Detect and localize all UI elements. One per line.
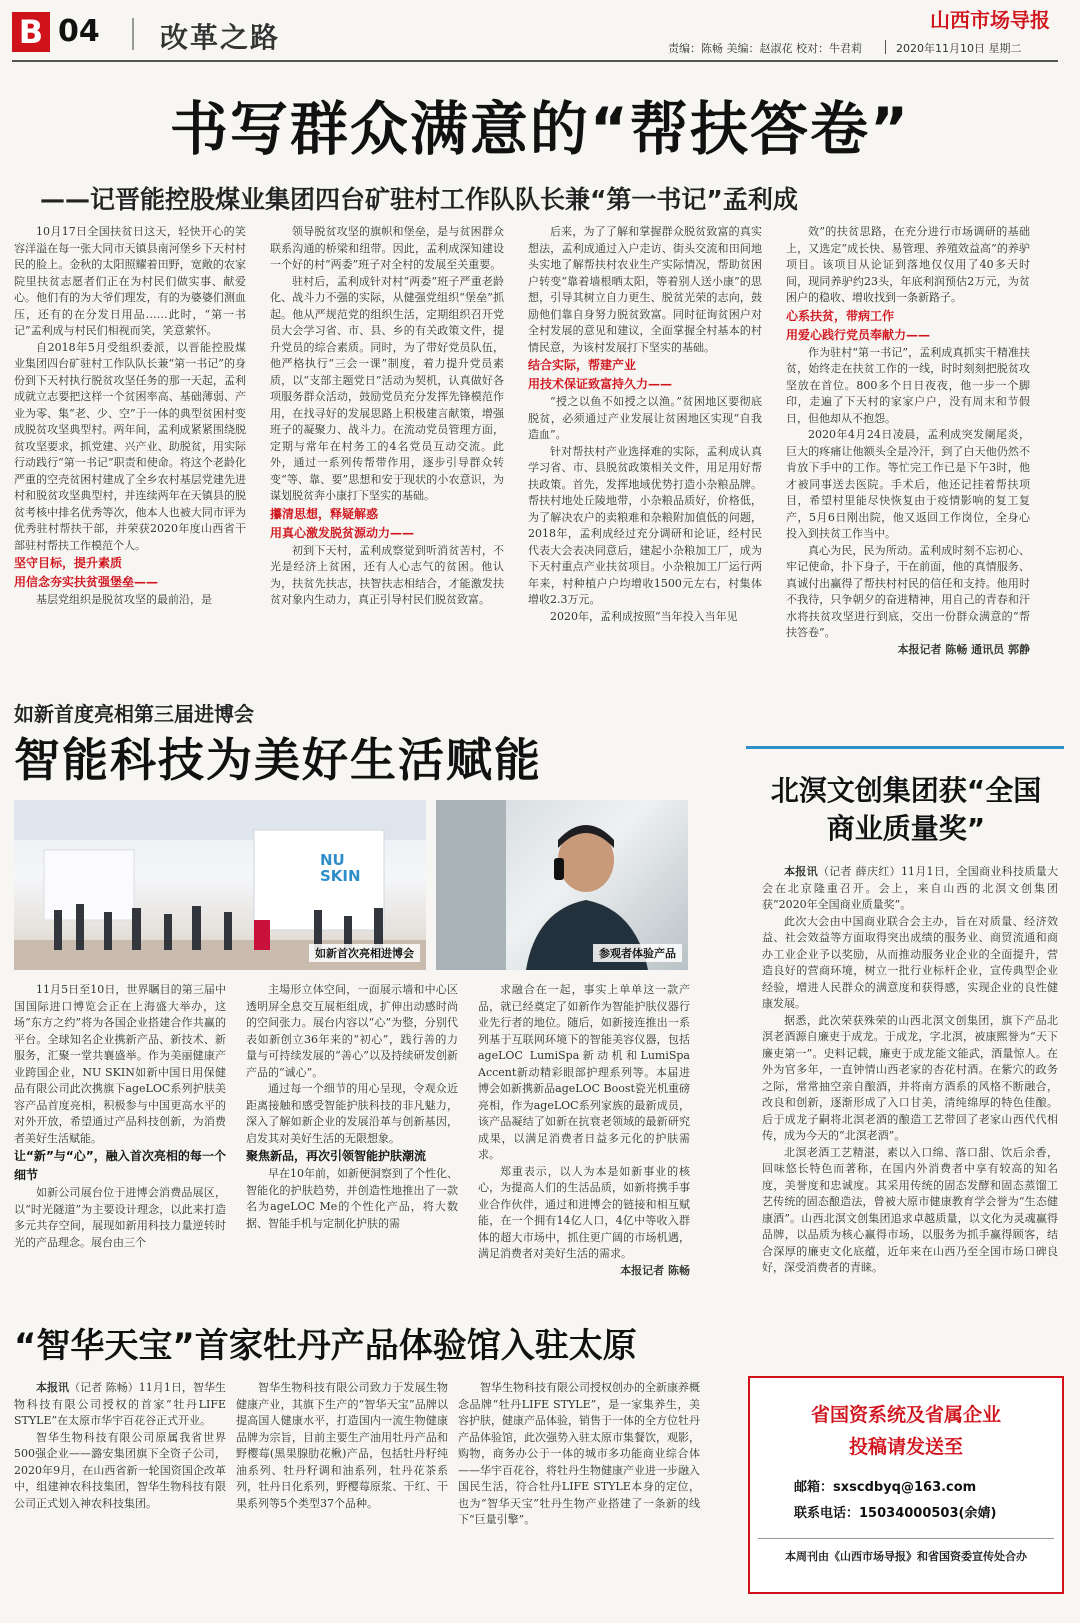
staff-credits: 责编：陈畅 美编：赵淑花 校对：牛君莉	[668, 42, 862, 55]
page-number: 04	[58, 14, 100, 49]
masthead	[0, 0, 1080, 62]
visitor-photo	[436, 800, 688, 970]
paragraph: 基层党组织是脱贫攻坚的最前沿，是	[36, 593, 212, 606]
article4-title: “智华天宝”首家牡丹产品体验馆入驻太原	[14, 1326, 637, 1366]
booth-logo: NU SKIN	[320, 851, 361, 885]
article1-title: 书写群众满意的“帮扶答卷”	[169, 95, 911, 163]
section-letter-badge: B	[12, 12, 50, 52]
paragraph: 针对帮扶村产业选择难的实际，孟利成认真学习省、市、县脱贫政策相关文件，用足用好帮扶政策。首先，发挥地域优势打造小杂粮品牌。帮扶村地处丘陵地带，小杂粮品质好，价格低，为了解决农户的卖粮难和杂粮附加值低的问题，2018年，孟利成经过充分调研和论证，经村民代表大会表决同意后，建起小杂粮加工厂，成为下天村重点产业扶贫项目。小杂粮加工厂运行两年来，村种植户户均增收1500元左右，村集体增收2.3万元。	[528, 444, 762, 606]
submission-notice-box	[748, 1376, 1064, 1594]
article4-column-1	[14, 1380, 226, 1590]
paragraph: 早在10年前，如新便洞察到了个性化、智能化的护肤趋势，并创造性地推出了一款名为ageLOC Me的个性化产品，将大数据、智能手机与定制化护肤的需	[246, 1167, 458, 1230]
paragraph: 智华生物科技有限公司授权创办的全新康养概念品牌“牡丹LIFE STYLE”，是一家集养生，美容护肤，健康产品体验，销售于一体的全方位牡丹产品体验馆，此次强势入驻太原市集餐饮，观影，购物，商务办公于一体的城市多功能商业综合体——华宇百花谷，将牡丹生物健康产业进一步融入国民生活，符合牡丹LIFE STYLE本身的定位，也为“智华天宝”牡丹生物产业搭建了一条新的线下“巨量引擎”。	[458, 1381, 700, 1526]
paragraph: 求融合在一起，事实上单单这一款产品，就已经奠定了如新作为智能护肤仪器行业先行者的地位。随后，如新接连推出一系列基于互联网环境下的智能美容仪器，包括ageLOC LumiSpa新动机和LumiSpa Accent新动精彩眼部护理系列等。本届进博会如新携新品ageLOC Boost瓷光机重磅亮相，作为ageLOC系列家族的最新成员，该产品凝结了如新在抗衰老领域的最新研究成果，以满足消费者日益多元化的护肤需求。	[478, 983, 690, 1161]
paragraph: 初到下天村，孟利成察觉到听消贫苦村，不光是经济上贫困，还有人心志气的贫困。他认为，扶贫先扶志，扶智扶志相结合，才能激发扶贫对象内生动力，真正引导村民们脱贫致富。	[270, 543, 504, 606]
article2-column-3	[478, 982, 690, 1282]
credits-separator	[885, 40, 886, 54]
article2-title: 智能科技为美好生活赋能	[14, 733, 542, 787]
article3-body	[762, 864, 1058, 1344]
expo-booth-photo	[14, 800, 426, 970]
article3-top-rule	[746, 746, 1064, 749]
paragraph: 领导脱贫攻坚的旗帜和堡垒，是与贫困群众联系沟通的桥梁和纽带。因此，孟利成深知建设一个好的村“两委”班子对全村的发展至关重要。	[270, 225, 504, 271]
article3-title: 北溟文创集团获“全国商业质量奖”	[770, 774, 1042, 845]
article4-column-2	[236, 1380, 448, 1590]
paragraph: 后来，为了了解和掌握群众脱贫致富的真实想法，孟利成通过入户走访、街头交流和田间地头实地了解帮扶村农业生产实际情况，帮助贫困户转变“靠着墙根晒太阳，等着别人送小康”的思想，引导其树立自力更生、脱贫光荣的志向，鼓励他们靠自身努力脱贫致富。同时征询贫困户对全村发展的意见和建议，全面掌握全村基本的村情民意，为该村发展打下坚实的基础。	[528, 225, 762, 354]
paragraph: 真心为民，民为所动。孟利成时刻不忘初心、牢记使命，扑下身子，干在前面，他的真情服务、真诚付出赢得了帮扶村村民的信任和支持。他用时不我待，只争朝夕的奋进精神，用自己的青春和汗水将扶贫攻坚进行到底，交出一份群众满意的“帮扶答卷”。	[786, 543, 1030, 639]
subheading: 让“新”与“心”，融入首次亮相的每一个细节	[14, 1149, 226, 1182]
subheading: 攥清思想，释疑解惑 用真心激发脱贫源动力——	[270, 506, 415, 540]
paragraph: 北溟老酒工艺精湛，素以入口绵、落口甜、饮后余香，回味悠长特色而著称，在国内外消费者中享有较高的知名度，美誉度和忠诚度。其采用传统的固态发酵和固态蒸馏工艺传统的固态酿造法，曾被大原市健康教育学会誉为“生态健康酒”。山西北溟文创集团追求卓越质量，以文化为灵魂赢得品牌，以品质为核心赢得市场，以服务为抓手赢得顾客，结合深厚的廉吏文化底蕴，近年来在山西乃至全国市场口碑良好，深受消费者的青睐。	[762, 1145, 1058, 1274]
paragraph: 智华生物科技有限公司致力于发展生物健康产业，其旗下生产的“智华天宝”品牌以提高国人健康水平，打造国内一流生物健康品牌为宗旨，目前主要生产油用牡丹产品和野樱莓(黑果腺肋花楸)产品，包括牡丹籽纯油系列、牡丹籽调和油系列，牡丹花茶系列，牡丹日化系列，野樱莓原浆、干红、干果系列等5个类型37个品种。	[236, 1381, 448, 1510]
photo-caption: 如新首次亮相进博会	[309, 944, 420, 962]
notice-email[interactable]: 邮箱：sxscdbyq@163.com	[794, 1480, 977, 1495]
notice-title-line2: 投稿请发送至	[848, 1436, 963, 1458]
subheading: 结合实际，帮建产业 用技术保证致富持久力——	[528, 358, 673, 391]
subheading: 聚焦新品，再次引领智能护肤潮流	[246, 1149, 427, 1163]
article1-column-2	[270, 224, 504, 670]
header-divider	[132, 18, 134, 50]
subheading: 心系扶贫，带病工作 用爱心践行党员奉献力——	[786, 308, 931, 342]
paragraph: 本报讯（记者 陈畅）11月1日，智华生物科技有限公司授权的首家“牡丹LIFE STYLE”在太原市华宇百花谷正式开业。	[14, 1381, 226, 1427]
header-rule	[12, 60, 1058, 62]
paragraph: 效”的扶贫思路，在充分进行市场调研的基础上，又选定“成长快、易管理、养殖效益高”的养驴项目。该项目从论证到落地仅仅用了40多天时间，现同养驴约23头，年底利润预估2万元，为贫困户的稳收、增收找到一条新路子。	[786, 225, 1030, 304]
paragraph: 此次大会由中国商业联合会主办，旨在对质量、经济效益、社会效益等方面取得突出成绩的服务业、商贸流通和商办工业企业予以奖励，从而推动服务业企业的全面提升，营造良好的营商环境，树立一批行业标杆企业，宣传典型企业经验，增进人民群众的满意度和获得感，实现企业的良性健康发展。	[762, 914, 1058, 1010]
paragraph: 据悉，此次荣获殊荣的山西北溟文创集团，旗下产品北溟老酒源自廉吏于成龙。于成龙，字北溟，被康熙誉为“天下廉吏第一”。史料记载，廉吏于成龙能文能武，酒量惊人。在外为官多年，一直钟情山西老家的杏花村酒。在紫穴的政务之际，常常抽空亲自酿酒，并将南方酒系的风格不断融合，改良和创新，逐渐形成了入口甘美，清纯绵厚的特色佳酿。后于成龙子嗣将北溟老酒的酿造工艺带回了老家山西代代相传，成为今天的“北溟老酒”。	[762, 1013, 1058, 1142]
paragraph: 自2018年5月受组织委派，以晋能控股煤业集团四台矿驻村工作队队长兼“第一书记”的身份到下天村执行脱贫攻坚任务的那一天起，孟利成就立志要把这样一个贫困率高、基础薄弱、产业为零、集“老、少、空”于一体的典型贫困村变成脱贫攻坚典型村。两年间，孟利成紧紧围绕脱贫攻坚要求，抓党建、兴产业、助脱贫，用实际行动践行“第一书记”职责和使命。将这个老龄化严重的空壳贫困村建成了全乡农村基层党建先进村和脱贫攻坚典型村，并连续两年在天镇县的脱贫考核中排名优秀等次，他本人也被大同市评为优秀驻村帮扶干部，并荣获2020年度山西省干部驻村帮扶工作模范个人。	[14, 340, 246, 552]
paragraph: 郑重表示，以人为本是如新事业的核心，为提高人们的生活品质，如新将携手事业合作伙伴，通过和进博会的链接和相互赋能，在一个拥有14亿人口，4亿中等收入群体的超大市场中，抓住更广阔的市场机遇，满足消费者对美好生活的需求。	[478, 1164, 690, 1260]
article1-column-4	[786, 224, 1030, 670]
article2-column-2	[246, 982, 458, 1282]
paragraph: 主場形立体空间，一面展示墙和中心区透明屏全息交互展柜组成，扩伸出动感时尚的空间张力。展台内容以“心”为整，分别代表如新创立36年来的“初心”，践行善的力量与可持续发展的“善心”以及持续研发创新产品的“诚心”。	[246, 983, 458, 1079]
byline: 本报记者 陈畅	[620, 1263, 690, 1277]
notice-phone[interactable]: 联系电话：15034000503(余婧)	[794, 1506, 997, 1521]
paragraph: 通过每一个细节的用心呈现，令观众近距离接触和感受智能护肤科技的非凡魅力，深入了解如新企业的发展沿革与创新基因，启发其对美好生活的无限想象。	[246, 1082, 458, 1145]
paper-name: 山西市场导报	[930, 8, 1050, 32]
paragraph: 2020年，孟利成按照“当年投入当年见	[550, 609, 738, 623]
article1-column-3	[528, 224, 762, 670]
byline: 本报记者 陈畅 通讯员 郭静	[897, 642, 1030, 656]
paragraph: 智华生物科技有限公司原属我省世界500强企业——潞安集团旗下全资子公司，2020年9月，在山西省新一轮国资国企改革中，组建神农科技集团，智华生物科技有限公司正式划入神农科技集团。	[14, 1430, 226, 1510]
paragraph: 作为驻村“第一书记”，孟利成真抓实干精准扶贫，始终走在扶贫工作的一线，时时刻刻把脱贫攻坚放在首位。800多个日日夜夜，他一步一个脚印，走遍了下天村的家家户户，没有周末和节假日，但他却从不抱怨。	[786, 345, 1030, 425]
paragraph: 2020年4月24日凌晨，孟利成突发阑尾炎，巨大的疼痛让他额头全是冷汗，到了白天他仍然不肯放下手中的工作。等忙完工作已是下午3时，他才被同事送去医院。手术后，他还记挂着帮扶项目，希望村里能尽快恢复由于疫情影响的复工复产，5月6日刚出院，他又返回工作岗位，全身心投入到扶贫工作当中。	[786, 428, 1030, 540]
photo-caption: 参观者体验产品	[593, 944, 682, 962]
subheading: 坚守目标，提升素质 用信念夯实扶贫强堡垒——	[14, 556, 159, 589]
article1-subtitle: ——记晋能控股煤业集团四台矿驻村工作队队长兼“第一书记”孟利成	[40, 185, 798, 214]
section-name: 改革之路	[160, 21, 281, 54]
issue-date: 2020年11月10日 星期二	[896, 42, 1022, 55]
article2-kicker: 如新首度亮相第三届进博会	[14, 702, 254, 726]
paragraph: “授之以鱼不如授之以渔。”贫困地区要彻底脱贫，必须通过产业发展让贫困地区实现“自我造血”。	[528, 395, 762, 441]
article1-column-1	[14, 224, 246, 670]
notice-title-line1: 省国资系统及省属企业	[810, 1404, 1001, 1426]
notice-divider	[758, 1538, 1054, 1539]
paragraph: 如新公司展台位于进博会消费品展区，以“时光隧道”为主要设计理念，以此来打造多元共存空间，展现如新用科技力量逆转时光的产品理念。展台由三个	[14, 1186, 226, 1249]
article2-column-1	[14, 982, 226, 1282]
article4-column-3	[458, 1380, 700, 1590]
notice-footer: 本周刊由《山西市场导报》和省国资委宣传处合办	[785, 1550, 1027, 1563]
paragraph: 本报讯（记者 薛庆红）11月1日，全国商业科技质量大会在北京隆重召开。会上，来自山西的北溟文创集团获“2020年全国商业质量奖”。	[762, 865, 1058, 911]
paragraph: 11月5日至10日，世界瞩目的第三届中国国际进口博览会正在上海盛大举办，这场“东方之约”将为各国企业搭建合作共赢的平台。全球知名企业携新产品、新技术、新服务，汇聚一堂共襄盛举。作为美丽健康产业跨国企业，NU SKIN如新中国日用保健品有限公司此次携旗下ageLOC系列护肤美容产品首度亮相，积极参与中国更高水平的对外开放，希望通过产品科技创新，为消费者美好生活赋能。	[14, 983, 226, 1145]
paragraph: 驻村后，孟利成针对村“两委”班子严重老龄化、战斗力不强的实际，从健强党组织“堡垒”抓起。他从严规范党的组织生活，定期组织召开党员大会学习省、市、县、乡的有关政策文件，提升党员的综合素质。同时，为了带好党员队伍，他严格执行“三会一课”制度，着力提升党员素质，以“支部主题党日”活动为契机，认真做好各项服务群众活动，鼓励党员充分发挥先锋模范作用，在找寻好的发展思路上积极建言献策，增强班子的凝聚力、战斗力。在流动党员管理方面，定期与常年在村务工的4名党员互动交流。此外，通过一系列传帮带作用，逐步引导群众转变“等、靠、要”思想和安于现状的小农意识，为谋划脱贫奔小康打下坚实的基础。	[270, 274, 504, 502]
paragraph: 10月17日全国扶贫日这天，轻快开心的笑容洋溢在每一张大同市天镇县南河堡乡下天村村民的脸上。金秋的太阳照耀着田野，宽敞的农家院里扶贫志愿者们正在为村民们做实事、献爱心。他们有的为大爷们理发，有的为婆婆们测血压，还有的在分发日用品……此时，“第一书记”孟利成与村民们相视而笑，笑意萦怀。	[14, 225, 246, 337]
